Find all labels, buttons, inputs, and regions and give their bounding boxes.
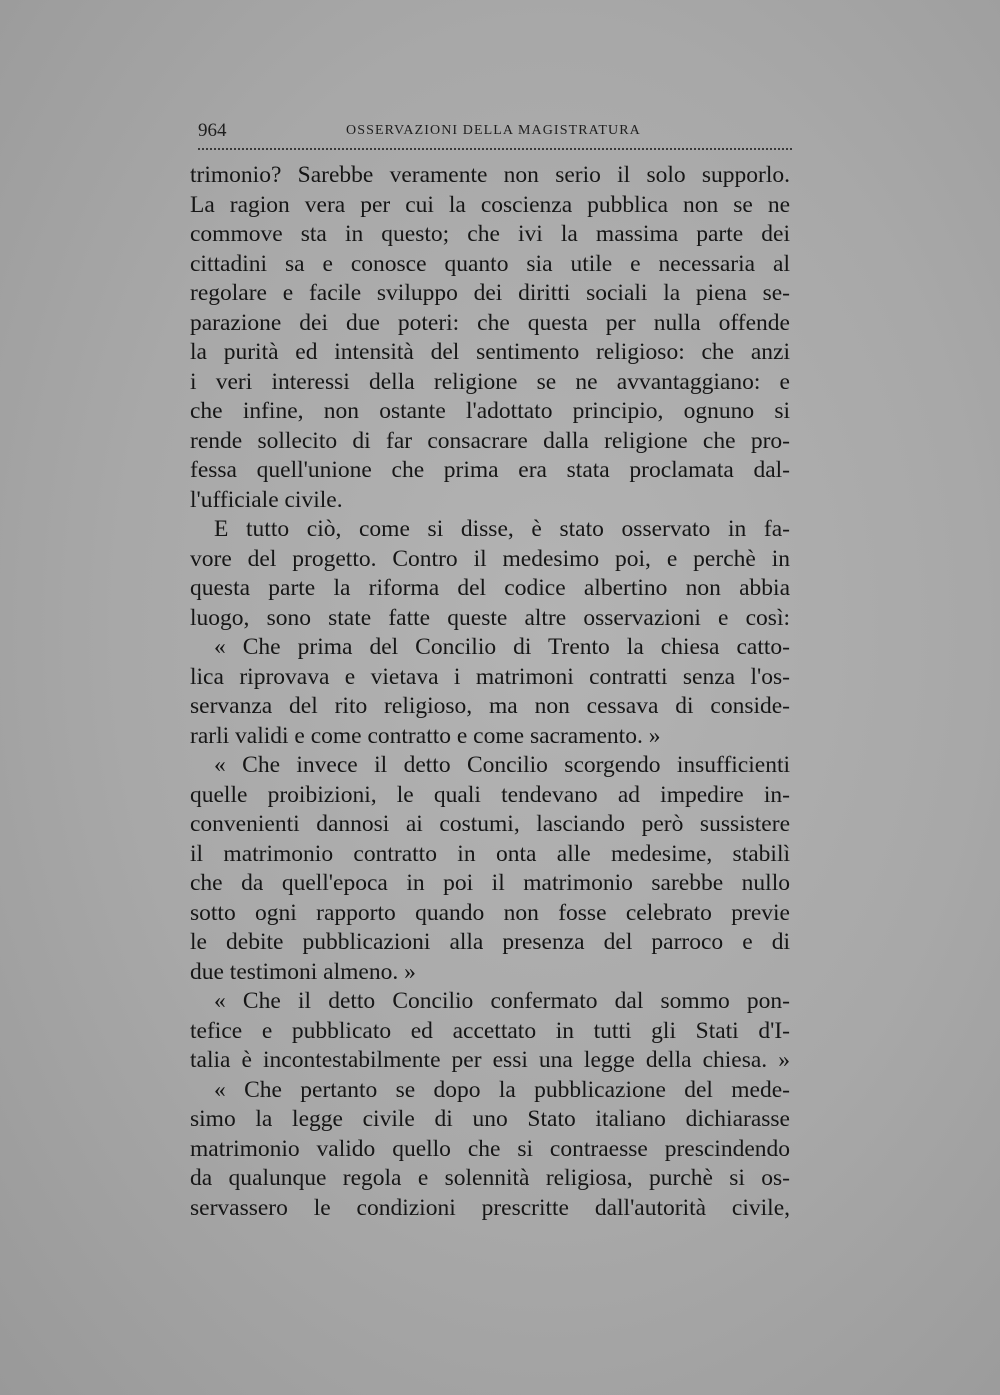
text-line: « Che prima del Concilio di Trento la chiesa catto- <box>214 634 790 660</box>
text-line: parazione dei due poteri: che questa per nulla offende <box>190 309 790 336</box>
text-line: i veri interessi della religione se ne avvantaggiano: e <box>190 368 790 395</box>
text-line: sotto ogni rapporto quando non fosse celebrato previe <box>190 899 790 926</box>
header-rule <box>198 148 792 150</box>
text-line: regolare e facile sviluppo dei diritti sociali la piena se- <box>190 280 790 306</box>
text-line: « Che pertanto se dopo la pubblicazione del mede- <box>214 1076 790 1103</box>
text-line: luogo, sono state fatte queste altre osservazioni e così: <box>190 604 790 631</box>
text-line: da qualunque regola e solennità religiosa, purchè si os- <box>190 1165 790 1191</box>
running-head <box>198 120 792 146</box>
text-line: talia è incontestabilmente per essi una legge della chiesa. » <box>190 1047 790 1073</box>
text-line: il matrimonio contratto in onta alle medesime, stabilì <box>190 840 790 867</box>
text-line: l'ufficiale civile. <box>190 486 343 513</box>
running-title: OSSERVAZIONI DELLA MAGISTRATURA <box>346 123 641 138</box>
text-line: cittadini sa e conosce quanto sia utile e necessaria al <box>190 250 790 277</box>
text-line: convenienti dannosi ai costumi, lasciando però sussistere <box>190 811 790 837</box>
text-line: La ragion vera per cui la coscienza pubblica non se ne <box>190 191 790 218</box>
text-line: simo la legge civile di uno Stato italiano dichiarasse <box>190 1106 790 1132</box>
text-line: matrimonio valido quello che si contraesse prescindendo <box>190 1135 790 1162</box>
text-line: questa parte la riforma del codice albertino non abbia <box>190 575 790 601</box>
text-line: trimonio? Sarebbe veramente non serio il solo supporlo. <box>190 162 790 188</box>
text-line: che infine, non ostante l'adottato principio, ognuno si <box>190 398 790 424</box>
text-line: tefice e pubblicato ed accettato in tutti gli Stati d'I- <box>190 1017 790 1044</box>
text-line: servassero le condizioni prescritte dall'autorità civile, <box>190 1194 790 1221</box>
text-line: vore del progetto. Contro il medesimo poi, e perchè in <box>190 545 790 572</box>
text-line: la purità ed intensità del sentimento religioso: che anzi <box>190 339 790 365</box>
text-line: E tutto ciò, come si disse, è stato osservato in fa- <box>214 516 790 542</box>
text-line: lica riprovava e vietava i matrimoni contratti senza l'os- <box>190 663 790 690</box>
text-line: le debite pubblicazioni alla presenza del parroco e di <box>190 929 790 955</box>
text-line: fessa quell'unione che prima era stata proclamata dal- <box>190 457 790 483</box>
text-line: « Che il detto Concilio confermato dal sommo pon- <box>214 988 790 1014</box>
page-number: 964 <box>198 120 227 141</box>
text-line: « Che invece il detto Concilio scorgendo insufficienti <box>214 752 790 778</box>
text-line: che da quell'epoca in poi il matrimonio sarebbe nullo <box>190 870 790 896</box>
text-line: commove sta in questo; che ivi la massima parte dei <box>190 221 790 247</box>
text-line: servanza del rito religioso, ma non cessava di conside- <box>190 693 790 719</box>
text-line: rarli validi e come contratto e come sacramento. » <box>190 722 661 749</box>
text-line: due testimoni almeno. » <box>190 958 416 985</box>
text-line: quelle proibizioni, le quali tendevano ad impedire in- <box>190 781 790 808</box>
body-text <box>190 161 790 1223</box>
text-line: rende sollecito di far consacrare dalla religione che pro- <box>190 427 790 454</box>
